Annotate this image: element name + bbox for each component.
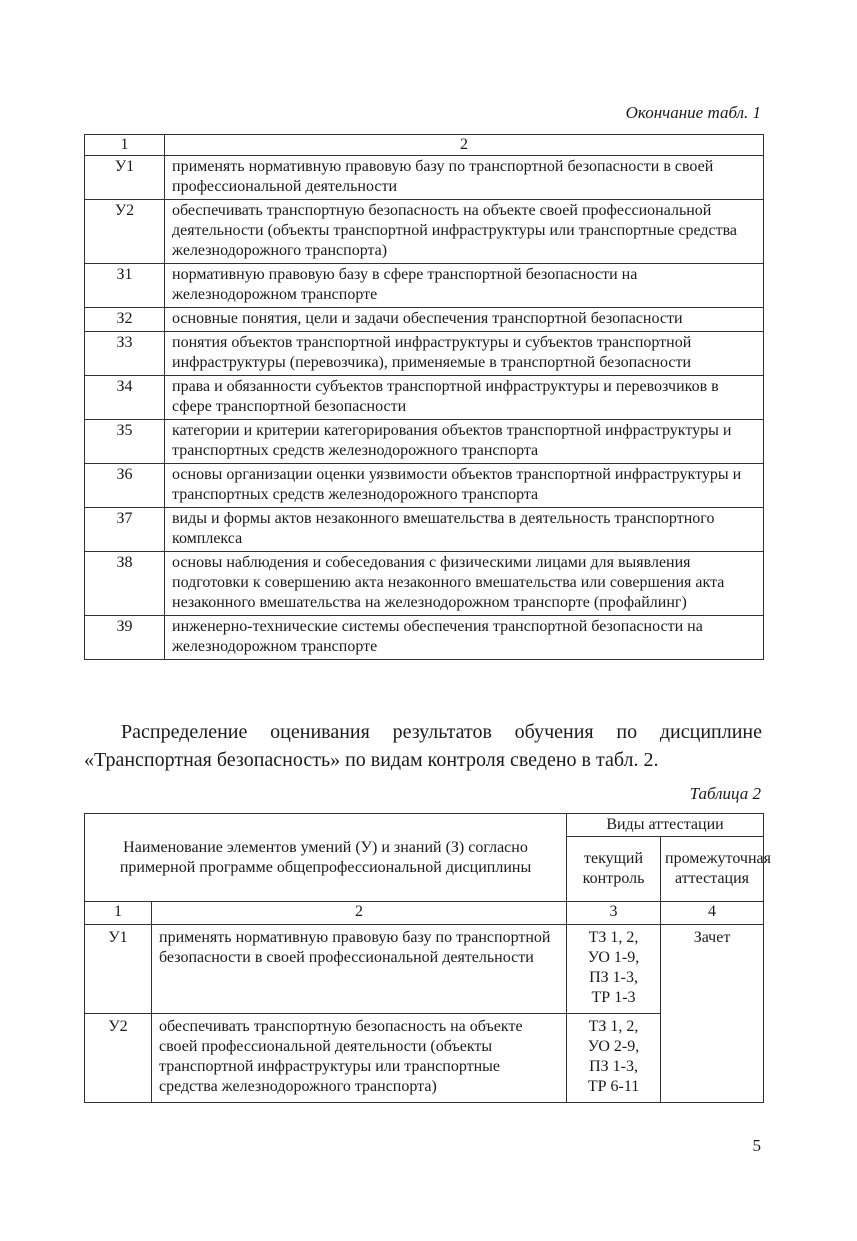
table-row xyxy=(85,264,764,308)
table-row xyxy=(85,200,764,264)
table-row xyxy=(85,925,764,1014)
row-code: У2 xyxy=(85,200,165,264)
current-control-cell xyxy=(567,925,661,1014)
column-number-2: 2 xyxy=(152,902,567,925)
table-row xyxy=(85,376,764,420)
row-code: З6 xyxy=(85,464,165,508)
current-control-line: ТЗ 1, 2, xyxy=(588,1018,639,1035)
row-text: применять нормативную правовую базу по транспортной безопасности в своей профессиональной деятельности xyxy=(165,156,764,200)
current-control-line: ТР 1-3 xyxy=(591,989,636,1006)
header-attestation-types: Виды аттестации xyxy=(567,814,764,837)
row-text: инженерно-технические системы обеспечения транспортной безопасности на железнодорожном транспорте xyxy=(165,616,764,660)
table-row xyxy=(85,464,764,508)
row-code: З5 xyxy=(85,420,165,464)
row-text: понятия объектов транспортной инфраструктуры и субъектов транспортной инфраструктуры (перевозчика), применяемые в транспортной безопасности xyxy=(165,332,764,376)
current-control-line: УО 1-9, xyxy=(587,949,640,966)
competency-table xyxy=(84,134,764,660)
row-code: З8 xyxy=(85,552,165,616)
table-number-row xyxy=(85,902,764,925)
table-row xyxy=(85,552,764,616)
current-control-line: ПЗ 1-3, xyxy=(589,1058,638,1075)
current-control-line: ПЗ 1-3, xyxy=(589,969,638,986)
column-number-4: 4 xyxy=(661,902,764,925)
row-text: виды и формы актов незаконного вмешательства в деятельность транспортного комплекса xyxy=(165,508,764,552)
row-code: З4 xyxy=(85,376,165,420)
row-code: З1 xyxy=(85,264,165,308)
table2-label: Таблица 2 xyxy=(689,784,761,803)
row-code: З2 xyxy=(85,308,165,332)
column-number-2: 2 xyxy=(165,135,764,156)
column-number-3: 3 xyxy=(567,902,661,925)
current-control-cell xyxy=(567,1014,661,1103)
table-row xyxy=(85,308,764,332)
row-text: основные понятия, цели и задачи обеспечения транспортной безопасности xyxy=(165,308,764,332)
body-paragraph: Распределение оценивания результатов обучения по дисциплине «Транспортная безопасность» по видам контроля сведено в табл. 2. xyxy=(84,721,762,771)
table-row xyxy=(85,332,764,376)
row-code: З9 xyxy=(85,616,165,660)
table-header-row xyxy=(85,135,764,156)
column-number-1: 1 xyxy=(85,135,165,156)
page-number: 5 xyxy=(752,1136,761,1155)
table-header-row xyxy=(85,814,764,837)
assessment-table xyxy=(84,813,771,1103)
row-code: З3 xyxy=(85,332,165,376)
row-text: применять нормативную правовую базу по транспортной безопасности в своей профессиональной деятельности xyxy=(152,925,567,1014)
current-control-line: ТР 6-11 xyxy=(587,1078,640,1095)
table-row xyxy=(85,420,764,464)
current-control-line: ТЗ 1, 2, xyxy=(588,929,639,946)
current-control-line: УО 2-9, xyxy=(587,1038,640,1055)
row-code: У1 xyxy=(85,156,165,200)
table-row xyxy=(85,508,764,552)
header-current-control: текущий контроль xyxy=(567,837,661,902)
row-code: З7 xyxy=(85,508,165,552)
row-code: У2 xyxy=(85,1014,152,1103)
row-text: права и обязанности субъектов транспортной инфраструктуры и перевозчиков в сфере транспортной безопасности xyxy=(165,376,764,420)
continuation-label: Окончание табл. 1 xyxy=(625,103,761,122)
row-text: категории и критерии категорирования объектов транспортной инфраструктуры и транспортных средств железнодорожного транспорта xyxy=(165,420,764,464)
row-text: основы организации оценки уязвимости объектов транспортной инфраструктуры и транспортных средств железнодорожного транспорта xyxy=(165,464,764,508)
row-text: обеспечивать транспортную безопасность на объекте своей профессиональной деятельности (объекты транспортной инфраструктуры или транспортные средства железнодорожного транспорта) xyxy=(152,1014,567,1103)
header-elements-name: Наименование элементов умений (У) и знаний (З) согласно примерной программе общепрофессиональной дисциплины xyxy=(85,814,567,902)
row-text: обеспечивать транспортную безопасность на объекте своей профессиональной деятельности (объекты транспортной инфраструктуры или транспортные средства железнодорожного транспорта) xyxy=(165,200,764,264)
row-code: У1 xyxy=(85,925,152,1014)
header-intermediate-attestation: промежуточная аттестация xyxy=(661,837,764,902)
table-row xyxy=(85,156,764,200)
row-text: нормативную правовую базу в сфере транспортной безопасности на железнодорожном транспорте xyxy=(165,264,764,308)
row-text: основы наблюдения и собеседования с физическими лицами для выявления подготовки к совершению акта незаконного вмешательства или совершения акта незаконного вмешательства на железнодорожном транспорте (профайлинг) xyxy=(165,552,764,616)
table-row xyxy=(85,616,764,660)
intermediate-attestation-cell: Зачет xyxy=(661,925,764,1103)
column-number-1: 1 xyxy=(85,902,152,925)
